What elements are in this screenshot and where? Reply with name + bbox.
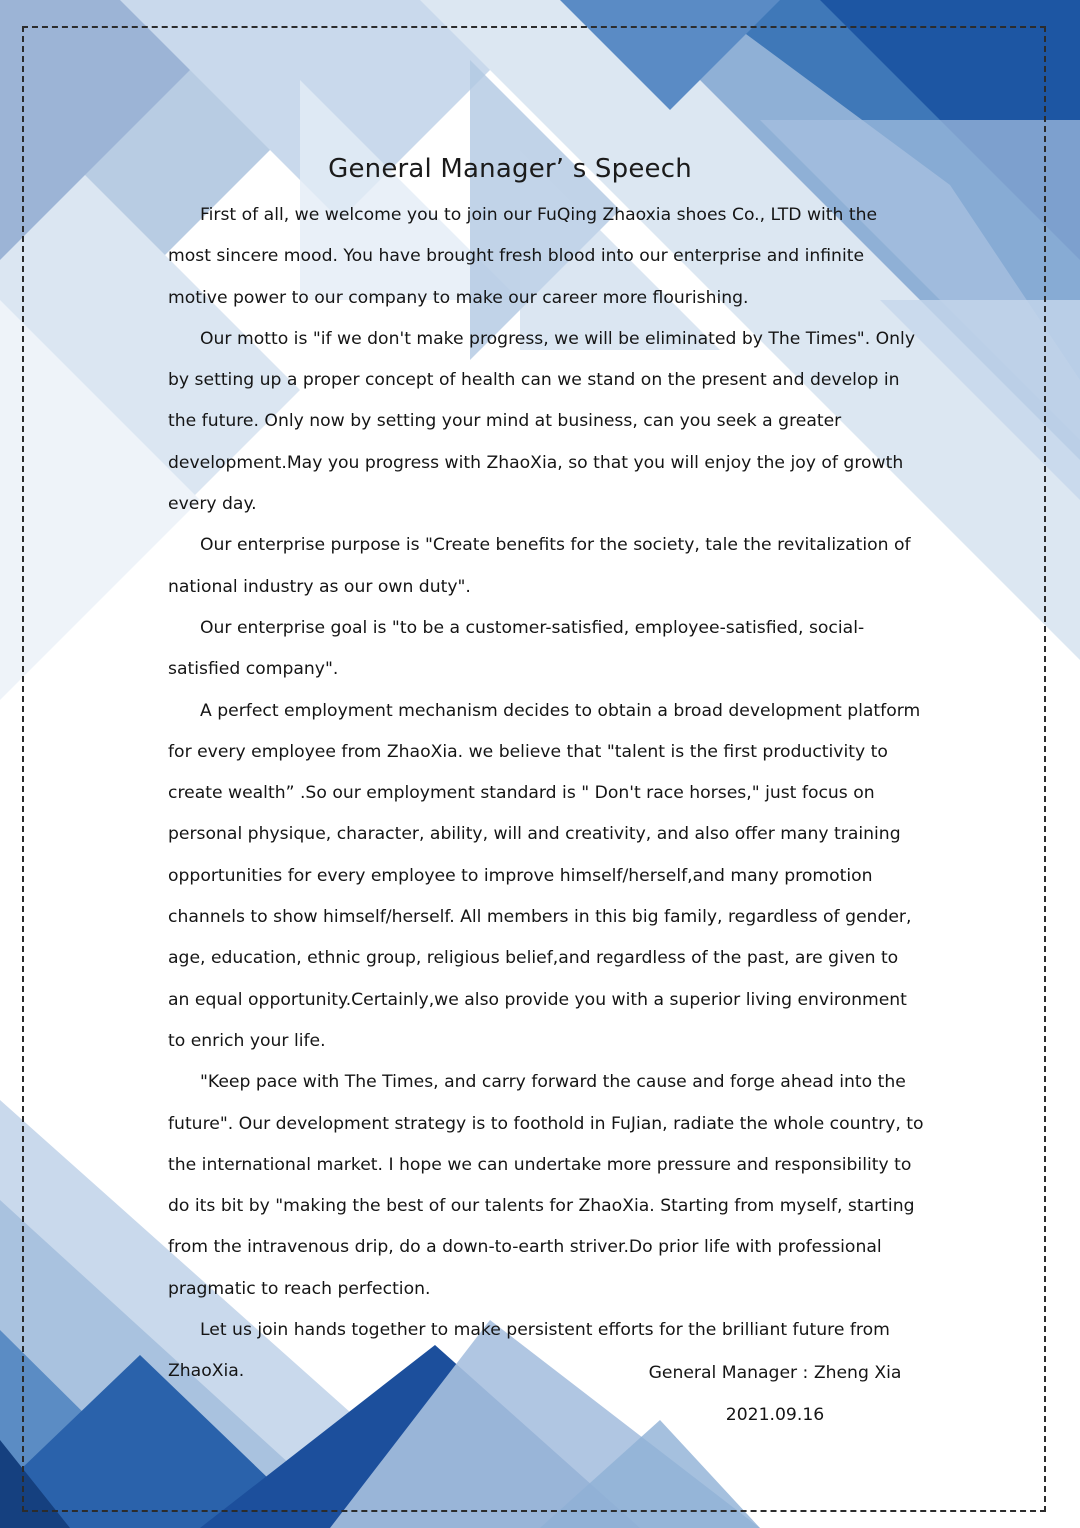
page-title: General Manager’ s Speech [328, 154, 692, 184]
signature-block [620, 1352, 930, 1436]
paragraph-employment: A perfect employment mechanism decides to obtain a broad development platform for every employee from ZhaoXia. we believe that "talent is the first productivity to create wealth” .So our employment standard is " Don't race horses," just focus on personal physique, character, ability, will and creativity, and also offer many training opportunities for every employee to improve himself/herself,and many promotion channels to show himself/herself. All members in this big family, regardless of gender, age, education, ethnic group, religious belief,and regardless of the past, are given to an equal opportunity.Certainly,we also provide you with a superior living environment to enrich your life. [168, 700, 921, 1051]
signature-name: General Manager : Zheng Xia [648, 1363, 902, 1383]
paragraph-goal: Our enterprise goal is "to be a customer-satisfied, employee-satisfied, social-satisfied company". [168, 617, 865, 680]
signature-date: 2021.09.16 [725, 1405, 825, 1425]
speech-body [168, 195, 924, 1393]
paragraph-strategy: "Keep pace with The Times, and carry forward the cause and forge ahead into the future". Our development strategy is to foothold in FuJian, radiate the whole country, to the international market. I hope we can undertake more pressure and responsibility to do its bit by "making the best of our talents for ZhaoXia. Starting from myself, starting from the intravenous drip, do a down-to-earth striver.Do prior life with professional pragmatic to reach perfection. [168, 1072, 924, 1299]
paragraph-welcome: First of all, we welcome you to join our FuQing Zhaoxia shoes Co., LTD with the most sincere mood. You have brought fresh blood into our enterprise and infinite motive power to our company to make our career more flourishing. [168, 205, 878, 308]
paragraph-purpose: Our enterprise purpose is "Create benefits for the society, tale the revitalization of national industry as our own duty". [168, 535, 911, 597]
paragraph-motto: Our motto is "if we don't make progress, we will be eliminated by The Times". Only by setting up a proper concept of health can we stand on the present and develop in the future. Only now by setting your mind at business, can you seek a greater development.May you progress with ZhaoXia, so that you will enjoy the joy of growth every day. [168, 328, 916, 515]
paragraph-closing: Let us join hands together to make persistent efforts for the brilliant future from ZhaoXia. [168, 1320, 890, 1382]
